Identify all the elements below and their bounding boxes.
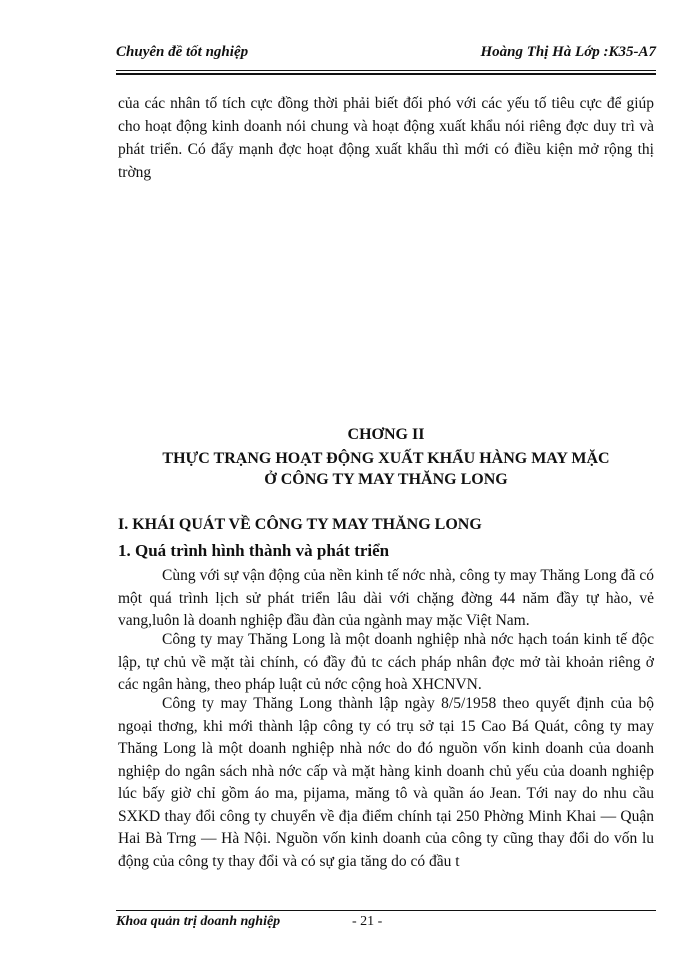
page-number: - 21 - xyxy=(352,914,383,929)
intro-paragraph: của các nhân tố tích cực đồng thời phải biết đối phó với các yếu tố tiêu cực để giúp cho hoạt động kinh doanh nói chung và hoạt động xuất khẩu nói riêng đợc duy trì và phát triển. Có đẩy mạnh đợc hoạt động xuất khẩu thì mới có điều kiện mở rộng thị trờng xyxy=(118,95,654,181)
footer-faculty: Khoa quản trị doanh nghiệp xyxy=(116,914,281,929)
paragraph-1: Cùng với sự vận động của nền kinh tế nớc nhà, công ty may Thăng Long đã có một quá trình lịch sử phát triển lâu dài với chặng đờng 44 năm đầy tự hào, vẻ vang,luôn là doanh nghiệp đầu đàn của ngành may mặc Việt Nam. xyxy=(118,567,654,629)
header-rule-thick xyxy=(116,73,656,75)
paragraph-3: Công ty may Thăng Long thành lập ngày 8/5/1958 theo quyết định của bộ ngoại thơng, khi mới thành lập công ty có trụ sở tại 15 Cao Bá Quát, công ty may Thăng Long là một doanh nghiệp nhà nớc do đó nguồn vốn kinh doanh của doanh nghiệp do ngân sách nhà nớc cấp và mặt hàng kinh doanh chủ yếu của doanh nghiệp lúc bấy giờ chỉ gồm áo ma, pijama, măng tô và quần áo Jean. Tới nay do nhu cầu SXKD thay đổi công ty chuyển về địa điểm chính tại 250 Phờng Minh Khai — Quận Hai Bà Trng — Hà Nội. Nguồn vốn kinh doanh của công ty cũng thay đổi do vốn lu động của công ty thay đổi và có sự gia tăng do có đầu t xyxy=(118,695,654,870)
chapter-title-line2: Ở CÔNG TY MAY THĂNG LONG xyxy=(264,471,508,488)
subsection-heading: 1. Quá trình hình thành và phát triển xyxy=(118,541,390,560)
footer-rule xyxy=(116,910,656,911)
section-heading: I. KHÁI QUÁT VỀ CÔNG TY MAY THĂNG LONG xyxy=(118,516,482,533)
paragraph-2: Công ty may Thăng Long là một doanh nghiệp nhà nớc hạch toán kinh tế độc lập, tự chủ về mặt tài chính, có đầy đủ tc cách pháp nhân đợc mở tài khoản riêng ở các ngân hàng, theo pháp luật củ nớc cộng hoà XHCNVN. xyxy=(118,631,654,693)
page-footer xyxy=(116,914,656,934)
page-header xyxy=(116,44,656,64)
chapter-title-line1: THỰC TRẠNG HOẠT ĐỘNG XUẤT KHẨU HÀNG MAY MẶC xyxy=(162,450,610,467)
header-rule-thin xyxy=(116,70,656,71)
chapter-number: CHƠNG II xyxy=(347,426,425,443)
header-author-class: Hoàng Thị Hà Lớp :K35-A7 xyxy=(480,44,656,60)
header-thesis-title: Chuyên đề tốt nghiệp xyxy=(116,44,249,60)
